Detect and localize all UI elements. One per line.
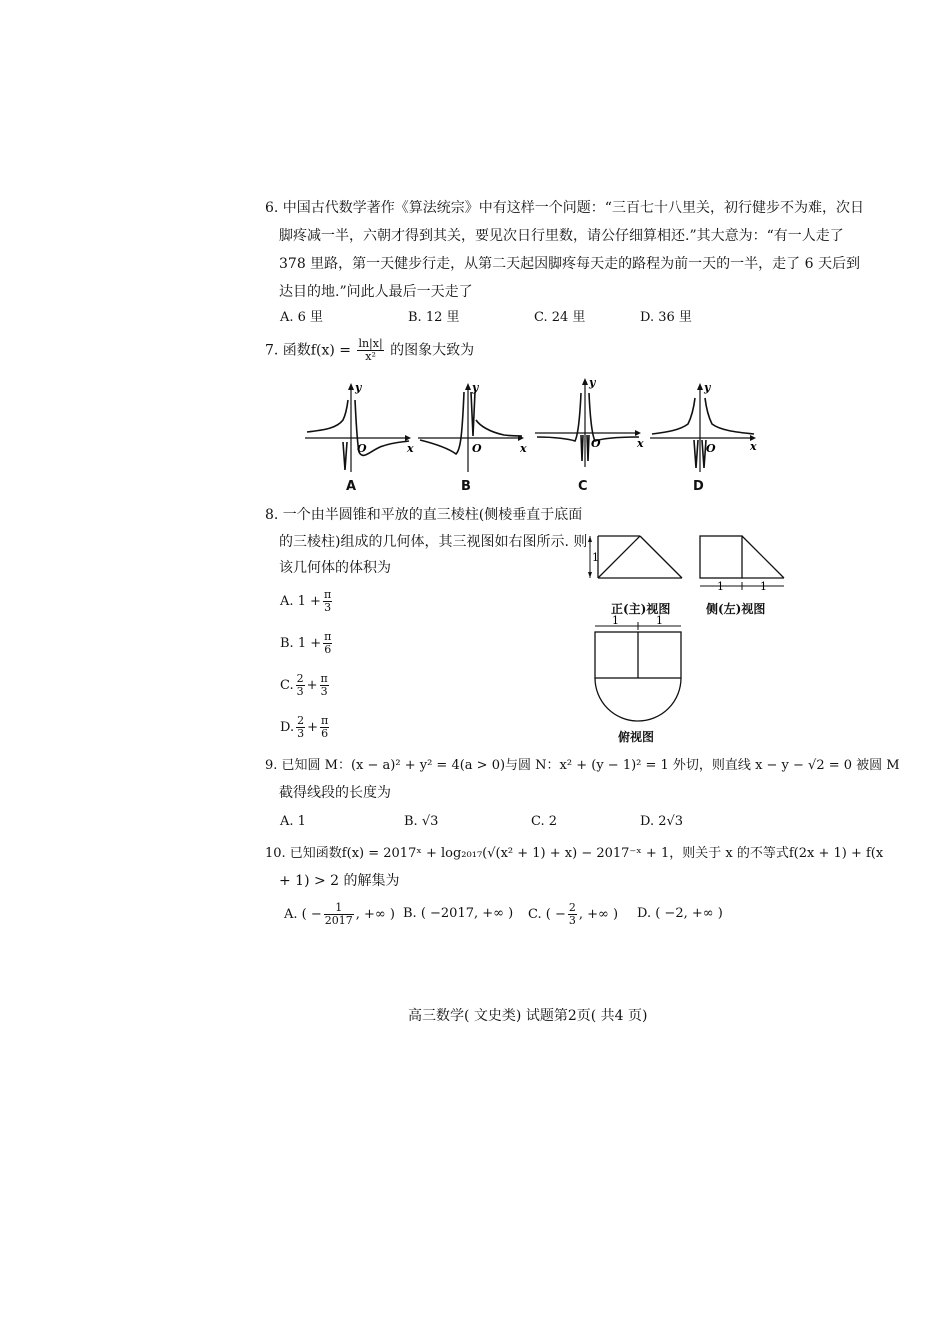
q8-opt-d-frac-1 bbox=[296, 715, 305, 740]
q10-opt-a-num: 1 bbox=[324, 902, 354, 915]
curve-spike-left bbox=[694, 440, 698, 468]
q10-opt-c-num: 2 bbox=[568, 901, 576, 914]
front-right-edge bbox=[640, 536, 682, 578]
curve-left bbox=[537, 393, 581, 441]
q9-option-b: B. √3 bbox=[404, 814, 439, 829]
origin-label: O bbox=[706, 442, 716, 455]
q9-line-2: 截得线段的长度为 bbox=[279, 785, 391, 801]
q8-three-views bbox=[580, 528, 795, 748]
q7-prefix: 7. 函数f(x) = bbox=[265, 342, 351, 359]
q7-graph-c bbox=[535, 375, 645, 470]
q8-opt-c-den-2: 3 bbox=[320, 685, 328, 698]
q7-label-b: B bbox=[461, 479, 471, 494]
q6-option-c: C. 24 里 bbox=[534, 310, 586, 325]
curve-spike-left bbox=[581, 435, 583, 461]
x-label: x bbox=[750, 440, 757, 453]
curve-right bbox=[589, 393, 639, 441]
q8-opt-b-num: π bbox=[324, 630, 332, 643]
q9-option-a: A. 1 bbox=[280, 814, 306, 829]
front-view bbox=[588, 536, 682, 578]
q6-option-b: B. 12 里 bbox=[408, 310, 460, 325]
q6-option-a: A. 6 里 bbox=[280, 310, 324, 325]
q8-option-b bbox=[280, 631, 334, 656]
q7-label-a: A bbox=[346, 479, 357, 494]
curve-spike-left bbox=[343, 442, 347, 470]
q8-opt-c-num-1: 2 bbox=[296, 672, 304, 685]
q7-frac-den: x² bbox=[365, 350, 376, 363]
q8-line-3: 该几何体的体积为 bbox=[279, 560, 391, 576]
q7-stem bbox=[265, 338, 474, 363]
q7-graph-a bbox=[305, 380, 415, 475]
origin-label: O bbox=[357, 442, 367, 455]
origin-label: O bbox=[472, 442, 482, 455]
q8-opt-b-prefix: B. 1 + bbox=[280, 636, 322, 651]
y-label: y bbox=[704, 381, 711, 394]
front-dim-arrow-bottom bbox=[588, 572, 592, 578]
q6-line-3: 378 里路，第一天健步行走，从第二天起因脚疼每天走的路程为前一天的一半，走了 6 天后到 bbox=[279, 256, 860, 272]
q8-opt-c-frac-1 bbox=[296, 673, 305, 698]
y-axis-arrow bbox=[465, 383, 471, 390]
curve-right bbox=[476, 420, 522, 436]
q8-line-1: 8. 一个由半圆锥和平放的直三棱柱(侧棱垂直于底面 bbox=[265, 507, 583, 523]
q8-opt-d-den-2: 6 bbox=[321, 727, 329, 740]
q8-opt-b-frac bbox=[323, 631, 332, 656]
top-semicircle bbox=[595, 678, 681, 721]
curve-spike-right bbox=[471, 392, 475, 436]
x-label: x bbox=[520, 442, 527, 455]
y-label: y bbox=[472, 381, 479, 394]
q7-label-c: C bbox=[578, 479, 588, 494]
q10-opt-a-frac bbox=[324, 902, 354, 927]
curve-spike-right bbox=[587, 435, 589, 461]
q8-opt-c-den-1: 3 bbox=[296, 685, 304, 698]
q8-opt-a-den: 3 bbox=[324, 601, 332, 614]
top-dim-label-2: 1 bbox=[656, 614, 663, 627]
curve-left-upper bbox=[307, 400, 348, 432]
front-left-edge bbox=[598, 536, 640, 578]
q8-side-view-label: 侧(左)视图 bbox=[706, 602, 766, 616]
y-axis-arrow bbox=[582, 378, 588, 385]
top-view bbox=[595, 614, 681, 721]
side-slope bbox=[742, 536, 784, 578]
q8-option-a bbox=[280, 589, 334, 614]
y-label: y bbox=[589, 376, 596, 389]
q8-opt-a-num: π bbox=[323, 588, 332, 601]
q8-opt-c-num-2: π bbox=[320, 672, 328, 685]
q10-option-b: B. ( −2017, +∞ ) bbox=[403, 906, 514, 921]
q7-graph-b bbox=[418, 380, 528, 475]
curve-left-upper bbox=[652, 398, 695, 434]
q8-opt-d-frac-2 bbox=[320, 715, 329, 740]
q8-opt-d-plus: + bbox=[307, 720, 318, 735]
page-footer: 高三数学( 文史类) 试题第2页( 共4 页) bbox=[408, 1008, 648, 1024]
origin-label: O bbox=[591, 437, 601, 450]
q8-opt-d-den-1: 3 bbox=[297, 727, 305, 740]
x-axis-arrow bbox=[405, 435, 411, 441]
q7-label-d: D bbox=[693, 479, 704, 494]
q8-opt-b-den: 6 bbox=[324, 643, 332, 656]
q8-opt-d-num-2: π bbox=[321, 714, 329, 727]
q8-opt-c-prefix: C. bbox=[280, 678, 294, 693]
side-rect bbox=[700, 536, 742, 578]
side-dim-label-1: 1 bbox=[717, 580, 724, 593]
q8-opt-d-prefix: D. bbox=[280, 720, 295, 735]
q7-graph-d bbox=[650, 380, 760, 475]
q8-opt-c-frac-2 bbox=[320, 673, 329, 698]
front-dim-label: 1 bbox=[592, 551, 599, 564]
q8-opt-c-plus: + bbox=[306, 678, 318, 693]
x-label: x bbox=[407, 442, 414, 455]
x-axis-arrow bbox=[635, 430, 641, 436]
q8-option-d bbox=[280, 715, 331, 740]
q10-opt-c-frac bbox=[568, 902, 577, 927]
q8-option-c bbox=[280, 673, 331, 698]
curve-right-upper bbox=[705, 398, 754, 434]
y-axis-arrow bbox=[348, 383, 354, 390]
q10-opt-a-prefix: A. ( − bbox=[284, 907, 322, 922]
q8-opt-d-num-1: 2 bbox=[297, 714, 305, 727]
q8-top-view-label: 俯视图 bbox=[618, 730, 655, 744]
q6-line-2: 脚疼减一半，六朝才得到其关，要见次日行里数，请公仔细算相还.”其大意为：“有一人走了 bbox=[279, 228, 844, 244]
q7-fraction bbox=[357, 338, 383, 363]
x-label: x bbox=[637, 437, 644, 450]
q9-option-c: C. 2 bbox=[531, 814, 558, 829]
side-view bbox=[700, 536, 784, 593]
q8-opt-a-prefix: A. 1 + bbox=[280, 594, 321, 609]
q10-option-d: D. ( −2, +∞ ) bbox=[637, 906, 723, 921]
q6-line-4: 达目的地.”问此人最后一天走了 bbox=[279, 284, 473, 300]
q10-opt-a-den: 2017 bbox=[324, 914, 353, 927]
q10-line-1: 10. 已知函数f(x) = 2017ˣ + log₂₀₁₇(√(x² + 1) + x) − 2017⁻ˣ + 1，则关于 x 的不等式f(2x + 1) + f(x bbox=[265, 846, 884, 861]
q6-option-d: D. 36 里 bbox=[640, 310, 692, 325]
side-dim-label-2: 1 bbox=[760, 580, 767, 593]
q9-option-d: D. 2√3 bbox=[640, 814, 684, 829]
q10-opt-c-prefix: C. ( − bbox=[528, 907, 566, 922]
q10-line-2: + 1) > 2 的解集为 bbox=[279, 873, 400, 889]
y-label: y bbox=[355, 381, 362, 394]
q10-opt-c-suffix: , +∞ ) bbox=[578, 907, 619, 922]
q10-option-c bbox=[528, 902, 618, 927]
q8-line-2: 的三棱柱)组成的几何体，其三视图如右图所示. 则 bbox=[279, 534, 588, 550]
top-dim-label-1: 1 bbox=[612, 614, 619, 627]
curve-left bbox=[420, 392, 464, 454]
q7-suffix: 的图象大致为 bbox=[390, 342, 475, 359]
q7-frac-num: ln|x| bbox=[358, 337, 383, 350]
q10-opt-c-den: 3 bbox=[568, 914, 576, 927]
q10-option-a bbox=[284, 902, 395, 927]
q10-opt-a-suffix: , +∞ ) bbox=[355, 907, 395, 922]
q9-line-1: 9. 已知圆 M：(x − a)² + y² = 4(a > 0)与圆 N：x² + (y − 1)² = 1 外切，则直线 x − y − √2 = 0 被圆 M bbox=[265, 758, 900, 773]
y-axis-arrow bbox=[697, 383, 703, 390]
q8-front-view-label: 正(主)视图 bbox=[611, 602, 671, 616]
q6-line-1: 6. 中国古代数学著作《算法统宗》中有这样一个问题：“三百七十八里关，初行健步不为难，次日 bbox=[265, 200, 864, 216]
q8-opt-a-frac bbox=[323, 589, 332, 614]
front-dim-arrow-top bbox=[588, 536, 592, 542]
